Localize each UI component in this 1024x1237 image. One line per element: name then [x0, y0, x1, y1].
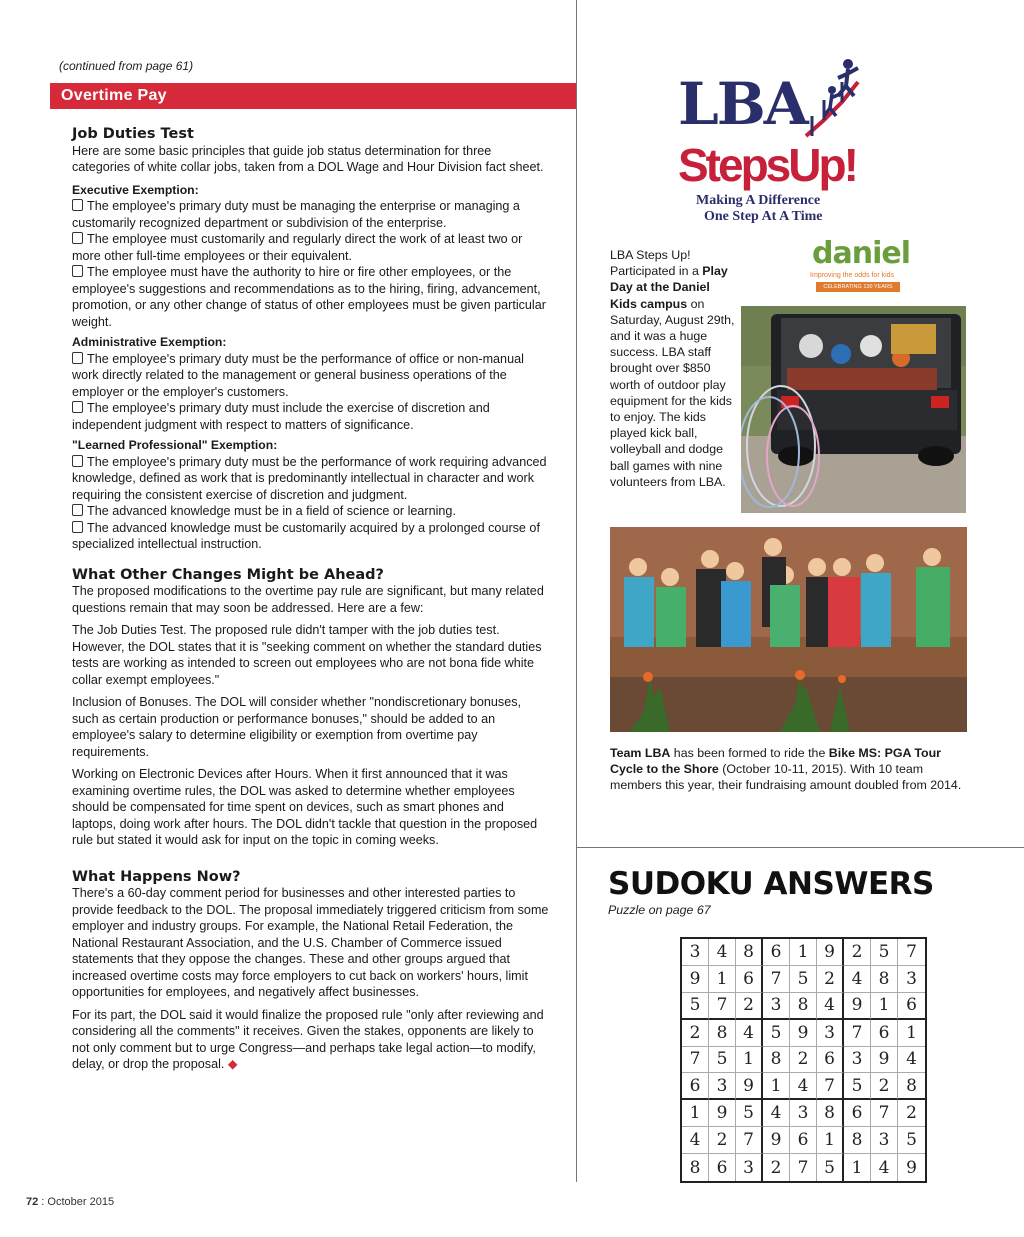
logo-lba: LBA [678, 70, 807, 138]
list-item: The employee's primary duty must be the performance of office or non-manual work directly related to the management or general business operations of the employer or the employer's customers. [72, 351, 524, 399]
sudoku-cell: 2 [709, 1127, 736, 1154]
sudoku-cell: 9 [790, 1020, 817, 1047]
daniel-ribbon: CELEBRATING 130 YEARS [816, 282, 900, 292]
sudoku-cell: 9 [682, 966, 709, 993]
spacer [72, 553, 550, 567]
checkbox-icon [72, 352, 83, 364]
sudoku-cell: 1 [682, 1100, 709, 1127]
sudoku-cell: 1 [898, 1020, 925, 1047]
sudoku-cell: 3 [817, 1020, 844, 1047]
sudoku-cell: 9 [871, 1047, 898, 1074]
sudoku-cell: 8 [736, 939, 763, 966]
sudoku-cell: 8 [844, 1127, 871, 1154]
sudoku-cell: 5 [898, 1127, 925, 1154]
sudoku-cell: 2 [790, 1047, 817, 1074]
sudoku-cell: 8 [817, 1100, 844, 1127]
sudoku-cell: 8 [790, 993, 817, 1020]
heading-job-duties: Job Duties Test [72, 126, 194, 142]
what-now-p1: There's a 60-day comment period for businesses and other interested parties to provide feedback to the DOL. The proposal immediately triggered criticism from some employer and industry groups. For example, the National Retail Federation, the National Restaurant Association, and the U.S. Chamber of Commerce issued statements that they oppose the changes. These and other groups argued that increased overtime costs may force employers to cut back on workers' hours, limit opportunities for employees, and negatively affect businesses. [72, 886, 549, 999]
sudoku-title: SUDOKU ANSWERS [608, 866, 934, 902]
sudoku-cell: 5 [844, 1073, 871, 1100]
heading-what-now: What Happens Now? [72, 868, 241, 885]
sudoku-cell: 1 [763, 1073, 790, 1100]
sudoku-cell: 4 [844, 966, 871, 993]
spacer [72, 855, 550, 869]
what-now-p2: For its part, the DOL said it would finalize the proposed rule "only after reviewing and considering all the comments" it receives. Given the stakes, opponents are likely to not only comment but to urge Congress—and perhaps take legal action—to modify, delay, or drop the proposal. ◆ [72, 1007, 544, 1071]
daniel-tagline: Improving the odds for kids [810, 272, 895, 279]
sudoku-cell: 6 [790, 1127, 817, 1154]
sudoku-cell: 4 [871, 1154, 898, 1181]
sudoku-cell: 5 [817, 1154, 844, 1181]
sudoku-cell: 3 [736, 1154, 763, 1181]
checkbox-icon [72, 401, 83, 413]
sudoku-cell: 6 [844, 1100, 871, 1127]
sudoku-cell: 5 [709, 1047, 736, 1074]
changes-p3: Working on Electronic Devices after Hours. When it first announced that it was examining overtime rules, the DOL was asked to determine whether employees should be compensated for time spent on devices, such as smart phones and laptops, doing work after hours. The DOL didn't tackle that question in the proposed rule but stated it would ask for input on the topic in coming weeks. [72, 767, 538, 847]
logo-tagline-1: Making A Difference [696, 193, 821, 208]
sudoku-cell: 9 [844, 993, 871, 1020]
sudoku-cell: 8 [763, 1047, 790, 1074]
article-body [72, 126, 550, 1073]
sudoku-cell: 7 [790, 1154, 817, 1181]
sudoku-cell: 2 [763, 1154, 790, 1181]
sudoku-cell: 4 [817, 993, 844, 1020]
checkbox-icon [72, 232, 83, 244]
daniel-logo [806, 236, 912, 296]
sudoku-cell: 2 [817, 966, 844, 993]
sudoku-cell: 5 [790, 966, 817, 993]
sudoku-cell: 1 [736, 1047, 763, 1074]
sudoku-cell: 5 [763, 1020, 790, 1047]
list-item: The advanced knowledge must be in a field of science or learning. [72, 503, 550, 520]
changes-intro: The proposed modifications to the overtime pay rule are significant, but many related questions remain that may soon be addressed. Here are a few: [72, 584, 544, 615]
sudoku-cell: 8 [898, 1073, 925, 1100]
sudoku-cell: 9 [736, 1073, 763, 1100]
sudoku-cell: 4 [682, 1127, 709, 1154]
changes-p2: Inclusion of Bonuses. The DOL will consider whether "nondiscretionary bonuses, such as certain production or performance bonuses," should be added to an employee's salary to determine eligibility or exemption from overtime pay requirements. [72, 695, 521, 759]
sudoku-cell: 7 [682, 1047, 709, 1074]
sudoku-cell: 4 [763, 1100, 790, 1127]
sudoku-cell: 9 [817, 939, 844, 966]
team-lba-caption: Team LBA has been formed to ride the Bike MS: PGA Tour Cycle to the Shore (October 10-11, 2015). With 10 team members this year, their fundraising amount doubled from 2014. [610, 746, 962, 793]
logo-tagline-2: One Step At A Time [704, 209, 823, 224]
sudoku-cell: 6 [817, 1047, 844, 1074]
checkbox-icon [72, 521, 83, 533]
sudoku-cell: 7 [898, 939, 925, 966]
sudoku-cell: 3 [763, 993, 790, 1020]
climber-icon [802, 56, 868, 138]
column-divider [576, 0, 577, 1182]
sudoku-cell: 3 [682, 939, 709, 966]
checkbox-icon [72, 265, 83, 277]
sudoku-subtitle: Puzzle on page 67 [608, 903, 711, 917]
checkbox-icon [72, 504, 83, 516]
sudoku-cell: 9 [906, 1157, 917, 1178]
steps-up-caption: LBA Steps Up! Participated in a Play Day at the Daniel Kids campus on Saturday, August 29th, and it was a huge success. LBA staff brought over $850 worth of outdoor play equipment for the kids to enjoy. The kids played kick ball, volleyball and dodge ball games with nine volunteers from LBA. [610, 248, 735, 489]
end-mark-icon: ◆ [227, 1057, 238, 1071]
sudoku-cell: 2 [898, 1100, 925, 1127]
checkbox-icon [72, 199, 83, 211]
section-banner [50, 83, 576, 109]
sudoku-cell: 7 [763, 966, 790, 993]
list-item: The employee's primary duty must be the performance of work requiring advanced knowledge, defined as work that is predominantly intellectual in character and work requiring the consistent exercise of discretion and judgment. [72, 454, 547, 502]
sudoku-cell: 2 [682, 1020, 709, 1047]
sudoku-cell: 4 [898, 1047, 925, 1074]
sudoku-cell: 3 [709, 1073, 736, 1100]
continued-note: (continued from page 61) [59, 59, 194, 73]
sudoku-cell: 6 [871, 1020, 898, 1047]
sudoku-cell: 9 [709, 1100, 736, 1127]
sudoku-cell: 3 [790, 1100, 817, 1127]
sudoku-cell: 6 [898, 993, 925, 1020]
daniel-wordmark: daniel [812, 236, 910, 271]
sudoku-cell: 3 [871, 1127, 898, 1154]
sudoku-cell: 5 [871, 939, 898, 966]
sudoku-cell: 7 [871, 1100, 898, 1127]
logo-steps-up: StepsUp! [678, 139, 856, 191]
heading-changes: What Other Changes Might be Ahead? [72, 566, 384, 583]
sudoku-cell: 6 [682, 1073, 709, 1100]
sudoku-cell: 1 [871, 993, 898, 1020]
sudoku-cell: 8 [682, 1154, 709, 1181]
job-duties-intro: Here are some basic principles that guide job status determination for three categories of white collar jobs, taken from a DOL Wage and Hour Division fact sheet. [72, 143, 544, 174]
admin-title: Administrative Exemption: [72, 335, 227, 349]
sudoku-cell: 7 [817, 1073, 844, 1100]
prof-title: "Learned Professional" Exemption: [72, 438, 278, 452]
sudoku-cell: 1 [844, 1154, 871, 1181]
list-item: The employee's primary duty must include the exercise of discretion and independent judgment with respect to matters of significance. [72, 401, 490, 432]
sudoku-cell: 6 [763, 939, 790, 966]
sudoku-cell: 6 [709, 1154, 736, 1181]
sidebar-divider [576, 847, 1024, 848]
sudoku-grid [680, 937, 927, 1183]
sudoku-cell: 4 [709, 939, 736, 966]
sudoku-cell: 1 [709, 966, 736, 993]
sudoku-cell: 7 [709, 993, 736, 1020]
sudoku-cell: 2 [871, 1073, 898, 1100]
sudoku-cell: 4 [736, 1020, 763, 1047]
list-item: The employee must have the authority to hire or fire other employees, or the employee's suggestions and recommendations as to the hiring, firing, advancement, promotion, or any other change of status of other employees must be given particular weight. [72, 265, 546, 329]
exec-title: Executive Exemption: [72, 182, 199, 197]
sudoku-cell: 6 [736, 966, 763, 993]
sudoku-cell: 5 [736, 1100, 763, 1127]
sudoku-cell: 2 [736, 993, 763, 1020]
sudoku-cell: 8 [871, 966, 898, 993]
team-lba-photo [610, 527, 967, 732]
sudoku-cell: 3 [898, 966, 925, 993]
sudoku-cell: 7 [736, 1127, 763, 1154]
sudoku-cell: 1 [817, 1127, 844, 1154]
sudoku-cell: 7 [844, 1020, 871, 1047]
sudoku-cell: 9 [763, 1127, 790, 1154]
sudoku-cell: 3 [844, 1047, 871, 1074]
page-folio: 72 : October 2015 [26, 1196, 115, 1208]
sudoku-cell: 8 [709, 1020, 736, 1047]
play-day-photo [741, 306, 966, 513]
sudoku-cell: 5 [682, 993, 709, 1020]
list-item: The employee must customarily and regularly direct the work of at least two or more other full-time employees or their equivalent. [72, 232, 523, 263]
changes-p1: The Job Duties Test. The proposed rule didn't tamper with the job duties test. However, the DOL states that it is "seeking comment on whether the standard duties tests are working as intended to screen out employees who are not bona fide white collar exempt employees." [72, 623, 542, 687]
sudoku-cell: 1 [790, 939, 817, 966]
banner-title: Overtime Pay [61, 87, 167, 104]
checkbox-icon [72, 455, 83, 467]
list-item: The advanced knowledge must be customarily acquired by a prolonged course of specialized intellectual instruction. [72, 520, 540, 551]
sudoku-cell: 2 [844, 939, 871, 966]
sudoku-cell: 4 [790, 1073, 817, 1100]
lba-steps-up-logo [678, 56, 864, 226]
list-item: The employee's primary duty must be managing the enterprise or managing a customarily recognized department or subdivision of the enterprise. [72, 199, 520, 230]
